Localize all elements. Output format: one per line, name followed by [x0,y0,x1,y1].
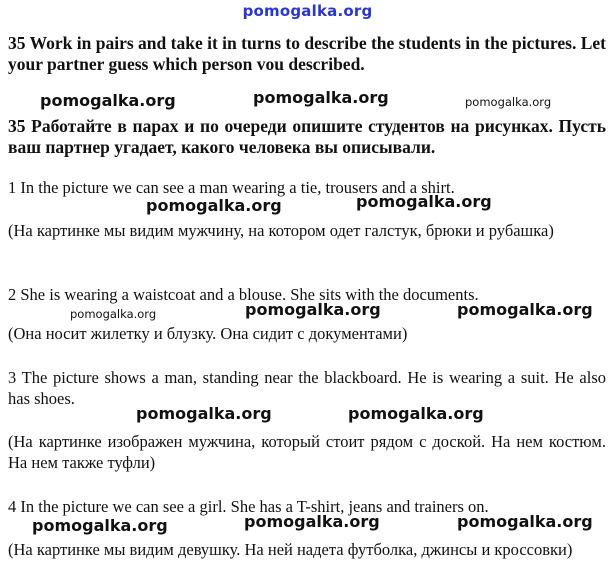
watermark: pomogalka.org [348,404,484,423]
watermark: pomogalka.org [465,95,552,109]
item-3-english: 3 The picture shows a man, standing near the blackboard. He is wearing a suit. He also has shoes. [8,368,606,408]
task-english: 35 Work in pairs and take it in turns to describe the students in the pictures. Let your partner guess which person vou described. [8,33,606,74]
watermark: pomogalka.org [146,196,282,215]
watermark: pomogalka.org [356,192,492,211]
watermark: pomogalka.org [457,512,593,531]
item-3-russian: (На картинке изображен мужчина, который стоит рядом с доской. На нем костюм. На нем также туфли) [8,432,606,472]
item-1-english: 1 In the picture we can see a man wearing a tie, trousers and a shirt. [8,178,455,197]
item-4-russian: (На картинке мы видим девушку. На ней надета футболка, джинсы и кроссовки) [8,540,573,559]
item-4-english: 4 In the picture we can see a girl. She has a T-shirt, jeans and trainers on. [8,497,489,516]
watermark: pomogalka.org [244,512,380,531]
item-2-english: 2 She is wearing a waistcoat and a blouse. She sits with the documents. [8,285,479,304]
watermark: pomogalka.org [40,91,176,110]
watermark: pomogalka.org [253,88,389,107]
item-1-russian: (На картинке мы видим мужчину, на котором одет галстук, брюки и рубашка) [8,221,554,240]
task-russian: 35 Работайте в парах и по очереди опишите студентов на рисунках. Пусть ваш партнер угадает, какого человека вы описывали. [8,116,606,157]
watermark: pomogalka.org [136,404,272,423]
watermark: pomogalka.org [457,300,593,319]
watermark: pomogalka.org [245,300,381,319]
watermark: pomogalka.org [70,307,157,321]
watermark: pomogalka.org [32,516,168,535]
item-2-russian: (Она носит жилетку и блузку. Она сидит с документами) [8,324,408,343]
site-header-link[interactable]: pomogalka.org [242,2,373,20]
